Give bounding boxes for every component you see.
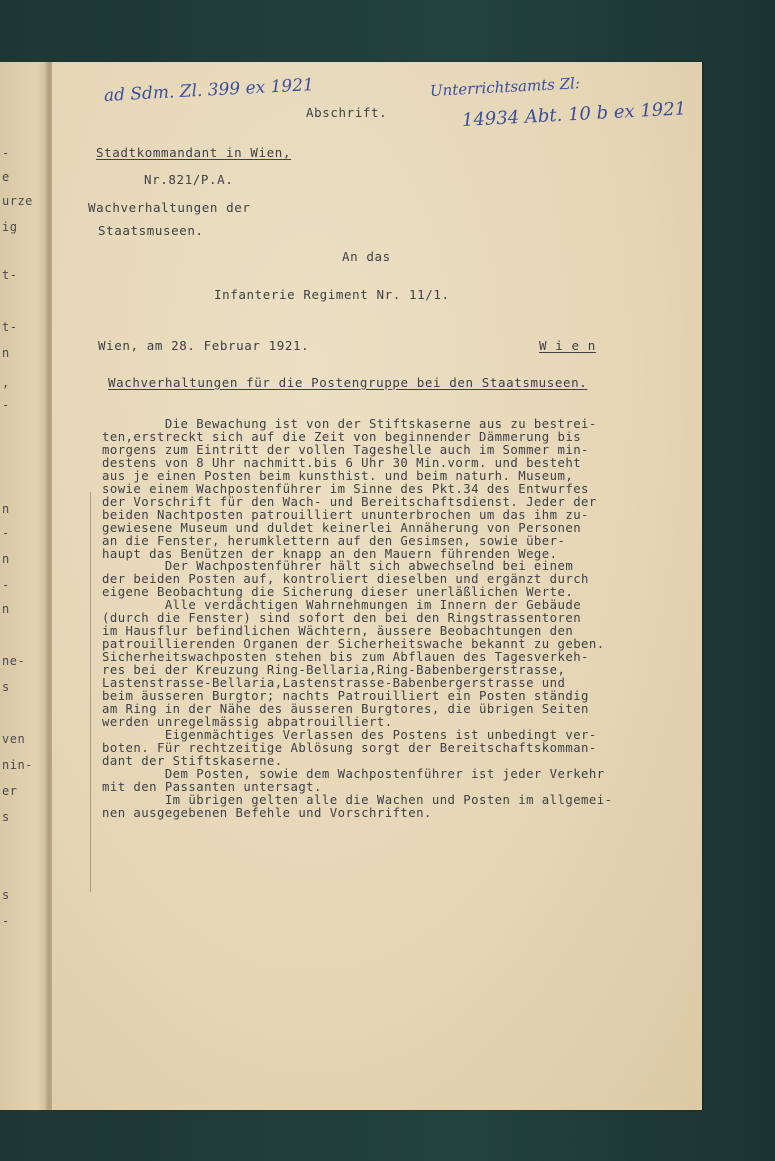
left-fragment: t- (2, 268, 18, 282)
body-line: nen ausgegebenen Befehle und Vorschriften. (102, 805, 432, 820)
body-line: aus je einen Posten beim kunsthist. und beim naturh. Museum, (102, 468, 574, 483)
left-fragment: s (2, 680, 10, 694)
left-fragment: n (2, 502, 10, 516)
body-line: Im übrigen gelten alle die Wachen und Posten im allgemei- (102, 792, 613, 807)
body-line: beiden Nachtposten patrouilliert ununterbrochen um das ihm zu- (102, 507, 589, 522)
body-line: Alle verdächtigen Wahrnehmungen im Innern der Gebäude (102, 598, 582, 613)
left-fragment: s (2, 888, 10, 902)
left-fragment: t- (2, 320, 18, 334)
left-fragment: ven (2, 732, 26, 746)
body-line: haupt das Benützen der knapp an den Mauern führenden Wege. (102, 546, 558, 561)
body-line: destens von 8 Uhr nachmitt.bis 6 Uhr 30 Min.vorm. und besteht (102, 455, 582, 470)
margin-line (90, 492, 91, 892)
handwritten-note-right-line1: Unterrichtsamts Zl: (429, 74, 581, 100)
left-fragment: er (2, 784, 18, 798)
subject-line-2: Staatsmuseen. (98, 223, 204, 238)
recipient: Infanterie Regiment Nr. 11/1. (214, 287, 450, 302)
body-line: patrouillierenden Organen der Sicherheitswache bekannt zu geben. (102, 637, 605, 652)
body-line: an die Fenster, herumklettern auf den Gesimsen, sowie über- (102, 533, 566, 548)
left-fragment: n (2, 602, 10, 616)
body-line: (durch die Fenster) sind sofort den bei den Ringstrassentoren (102, 611, 582, 626)
body-line: im Hausflur befindlichen Wächtern, äussere Beobachtungen den (102, 624, 574, 639)
left-fragment: urze (2, 194, 33, 208)
body-line: werden unregelmässig abpatrouilliert. (102, 714, 393, 729)
left-fragment: e (2, 170, 10, 184)
body-line: der beiden Posten auf, kontroliert dieselben und ergänzt durch (102, 572, 589, 587)
handwritten-note-left: ad Sdm. Zl. 399 ex 1921 (103, 75, 315, 106)
date-line: Wien, am 28. Februar 1921. (98, 338, 310, 353)
left-fragment: n (2, 346, 10, 360)
left-fragment: s (2, 810, 10, 824)
body-line: mit den Passanten untersagt. (102, 779, 322, 794)
copy-label: Abschrift. (306, 105, 388, 120)
sender: Stadtkommandant in Wien, (96, 145, 292, 160)
body-line: dant der Stiftskaserne. (102, 753, 283, 768)
left-fragment: nin- (2, 758, 33, 772)
body-line: Eigenmächtiges Verlassen des Postens ist unbedingt ver- (102, 727, 597, 742)
body-line: Lastenstrasse-Bellaria,Lastenstrasse-Babenbergerstrasse und (102, 676, 566, 691)
body-line: res bei der Kreuzung Ring-Bellaria,Ring-Babenbergerstrasse, (102, 663, 566, 678)
body-line: am Ring in der Nähe des äusseren Burgtores, die übrigen Seiten (102, 701, 589, 716)
body-line: Der Wachpostenführer hält sich abwechselnd bei einem (102, 559, 574, 574)
body-line: ten,erstreckt sich auf die Zeit von beginnender Dämmerung bis (102, 429, 582, 444)
an-das: An das (342, 249, 391, 264)
left-fragment: - (2, 578, 10, 592)
body-line: gewiesene Museum und duldet keinerlei Annäherung von Personen (102, 520, 582, 535)
left-fragment: ig (2, 220, 18, 234)
body-line: eigene Beobachtung die Sicherung dieser unerläßlichen Werte. (102, 585, 574, 600)
body-line: morgens zum Eintritt der vollen Tageshelle auch im Sommer min- (102, 442, 589, 457)
left-fragment: ne- (2, 654, 26, 668)
left-fragment: - (2, 146, 10, 160)
left-fragment: n (2, 552, 10, 566)
body-line: Die Bewachung ist von der Stiftskaserne aus zu bestrei- (102, 417, 597, 431)
handwritten-note-right-line2: 14934 Abt. 10 b ex 1921 (461, 98, 687, 131)
body-line: boten. Für rechtzeitige Ablösung sorgt der Bereitschaftskomman- (102, 740, 597, 755)
left-fragment: - (2, 398, 10, 412)
document-sheet (52, 62, 702, 1110)
place: W i e n (539, 338, 596, 353)
body-line: sowie einem Wachpostenführer im Sinne des Pkt.34 des Entwurfes (102, 481, 589, 496)
body-line: Sicherheitswachposten stehen bis zum Abflauen des Tagesverkeh- (102, 650, 589, 665)
document-title: Wachverhaltungen für die Postengruppe bei den Staatsmuseen. (108, 375, 588, 390)
left-fragment: - (2, 914, 10, 928)
body-text (102, 418, 702, 820)
reference-number: Nr.821/P.A. (144, 172, 234, 187)
body-line: beim äusseren Burgtor; nachts Patrouilliert ein Posten ständig (102, 689, 589, 704)
subject-line-1: Wachverhaltungen der (88, 200, 251, 215)
left-fragment: - (2, 526, 10, 540)
left-fragment: , (2, 376, 10, 390)
body-line: der Vorschrift für den Wach- und Bereitschaftsdienst. Jeder der (102, 494, 597, 509)
body-line: Dem Posten, sowie dem Wachpostenführer ist jeder Verkehr (102, 766, 605, 781)
